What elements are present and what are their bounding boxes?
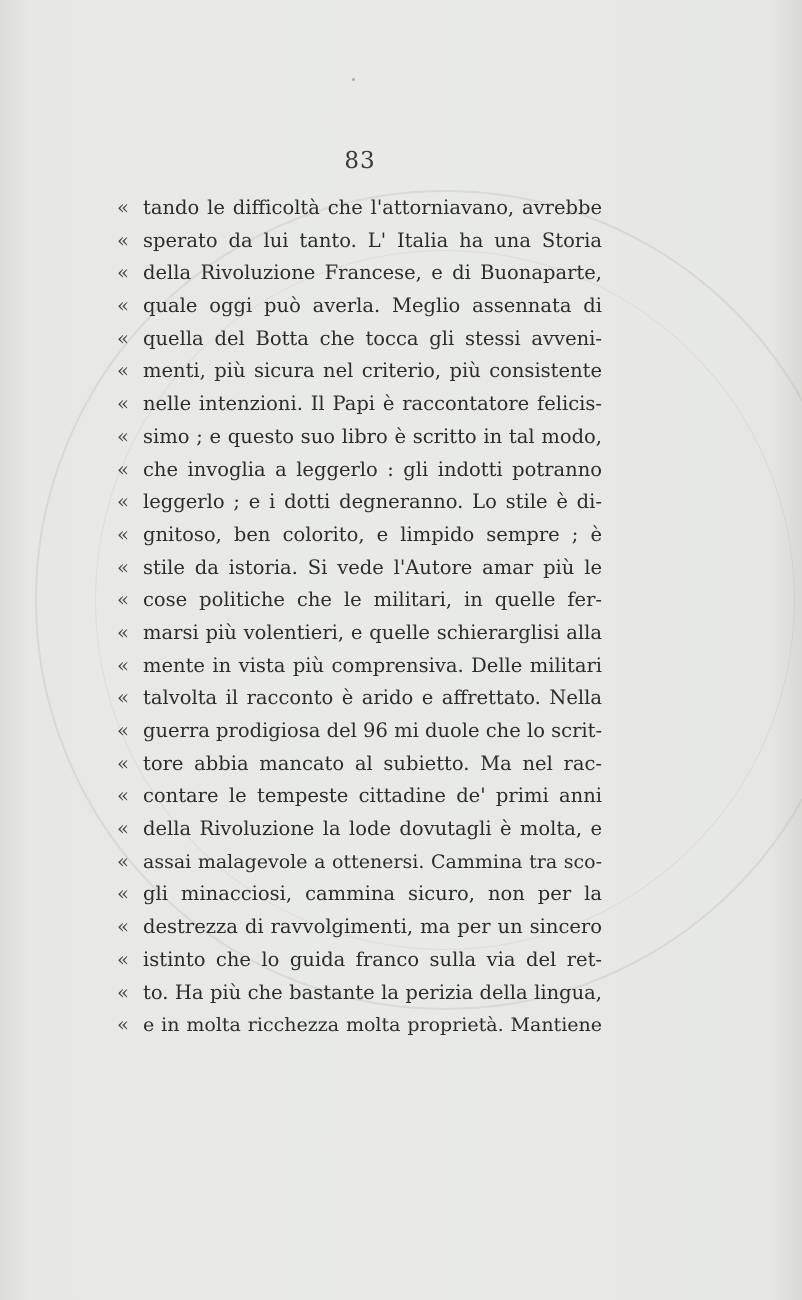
guillemet-quote-marker: « [117,228,129,252]
text-line-content: nelle intenzioni. Il Papi è raccontatore felicis- [143,392,602,416]
guillemet-quote-marker: « [117,784,129,808]
text-line-content: della Rivoluzione Francese, e di Buonaparte, [143,261,602,285]
guillemet-quote-marker: « [117,294,129,318]
text-line [117,192,602,225]
text-line-content: sperato da lui tanto. L' Italia ha una Storia [143,228,602,252]
text-line [117,1009,602,1042]
text-line [117,748,602,781]
guillemet-quote-marker: « [117,882,129,906]
text-line [117,780,602,813]
guillemet-quote-marker: « [117,947,129,971]
text-line-content: marsi più volentieri, e quelle schierarglisi alla [143,620,602,644]
text-line [117,944,602,977]
text-line-content: cose politiche che le militari, in quelle fer- [143,588,602,612]
guillemet-quote-marker: « [117,490,129,514]
text-line-content: tando le difficoltà che l'attorniavano, avrebbe [143,196,602,219]
text-line [117,846,602,879]
guillemet-quote-marker: « [117,849,129,873]
guillemet-quote-marker: « [117,424,129,448]
text-line [117,519,602,552]
guillemet-quote-marker: « [117,980,129,1004]
text-line-content: della Rivoluzione la lode dovutagli è molta, e [143,817,602,841]
guillemet-quote-marker: « [117,817,129,841]
text-line-content: contare le tempeste cittadine de' primi anni [143,784,602,808]
page-number: 83 [344,148,376,174]
text-line [117,290,602,323]
text-line-content: to. Ha più che bastante la perizia della lingua, [143,980,602,1004]
body-text [117,192,602,1042]
text-line [117,225,602,258]
text-line [117,552,602,585]
text-line [117,584,602,617]
text-line [117,617,602,650]
guillemet-quote-marker: « [117,915,129,939]
text-line [117,388,602,421]
text-line-content: quella del Botta che tocca gli stessi avveni- [143,326,602,350]
text-line [117,421,602,454]
guillemet-quote-marker: « [117,326,129,350]
guillemet-quote-marker: « [117,392,129,416]
guillemet-quote-marker: « [117,457,129,481]
guillemet-quote-marker: « [117,719,129,742]
text-line [117,813,602,846]
guillemet-quote-marker: « [117,196,129,219]
text-line-content: guerra prodigiosa del 96 mi duole che lo scrit- [143,719,603,742]
text-line-content: destrezza di ravvolgimenti, ma per un sincero [143,915,602,939]
guillemet-quote-marker: « [117,555,129,579]
text-line-content: e in molta ricchezza molta proprietà. Mantiene [143,1014,602,1037]
text-line-content: stile da istoria. Si vede l'Autore amar più le [143,555,602,579]
guillemet-quote-marker: « [117,1013,129,1037]
text-line [117,650,602,683]
guillemet-quote-marker: « [117,261,129,285]
text-line-content: talvolta il racconto è arido e affrettato. Nella [143,686,602,710]
text-line-content: leggerlo ; e i dotti degneranno. Lo stile è di- [143,490,602,514]
text-line-content: tore abbia mancato al subietto. Ma nel rac- [143,751,602,775]
text-line-content: istinto che lo guida franco sulla via del ret- [143,947,602,971]
text-line [117,977,602,1010]
guillemet-quote-marker: « [117,686,129,710]
guillemet-quote-marker: « [117,588,129,612]
text-line [117,911,602,944]
text-line [117,323,602,356]
text-line-content: gli minacciosi, cammina sicuro, non per la [143,882,602,906]
text-line-content: quale oggi può averla. Meglio assennata di [143,294,602,318]
guillemet-quote-marker: « [117,522,129,546]
paper-speck [352,78,355,81]
text-line [117,454,602,487]
text-line [117,355,602,388]
text-line-content: simo ; e questo suo libro è scritto in tal modo, [143,424,602,448]
text-line-content: assai malagevole a ottenersi. Cammina tra sco- [143,850,602,873]
guillemet-quote-marker: « [117,620,129,644]
text-line [117,715,602,748]
guillemet-quote-marker: « [117,653,129,677]
text-line [117,486,602,519]
text-line-content: gnitoso, ben colorito, e limpido sempre ; è [143,522,602,546]
text-line [117,257,602,290]
guillemet-quote-marker: « [117,359,129,383]
text-line-content: che invoglia a leggerlo : gli indotti potranno [143,457,602,481]
text-line [117,682,602,715]
text-line-content: menti, più sicura nel criterio, più consistente [143,359,602,383]
text-line [117,878,602,911]
guillemet-quote-marker: « [117,751,129,775]
text-line-content: mente in vista più comprensiva. Delle militari [143,653,602,677]
